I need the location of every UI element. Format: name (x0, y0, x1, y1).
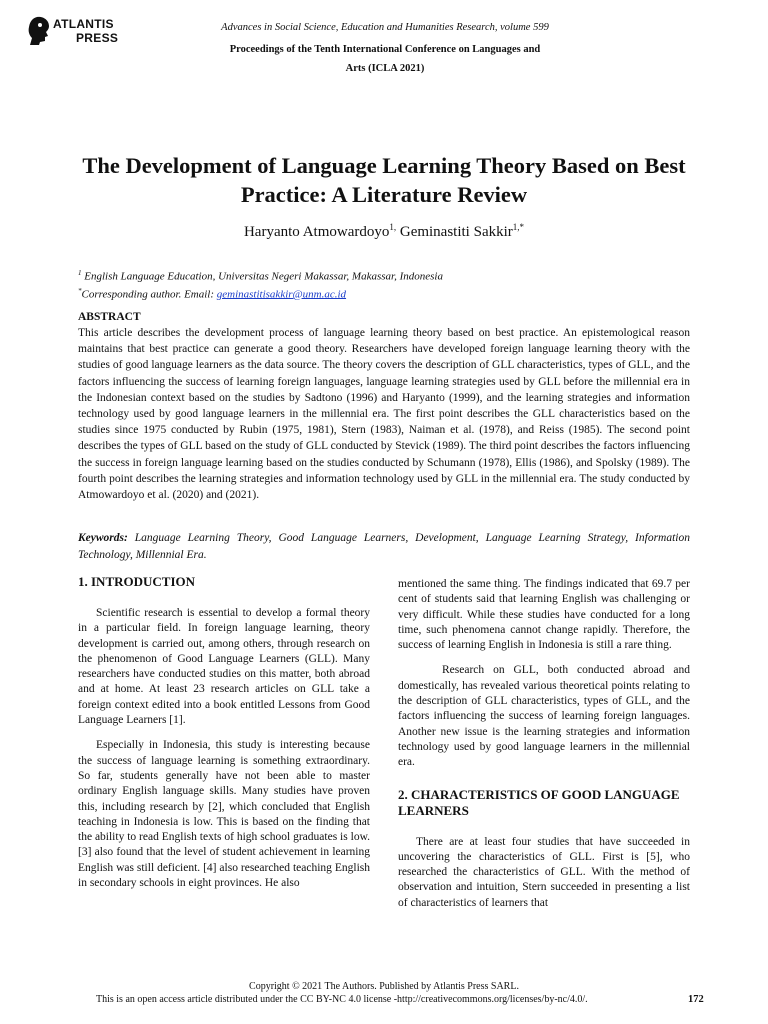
copyright-notice: Copyright © 2021 The Authors. Published by Atlantis Press SARL. (249, 981, 519, 992)
logo-text-line1: ATLANTIS (53, 17, 114, 31)
corresponding-line (78, 284, 698, 302)
affiliation-text: English Language Education, Universitas Negeri Makassar, Makassar, Indonesia (84, 270, 443, 283)
keywords-text: Language Learning Theory, Good Language Learners, Development, Language Learning Strategy, Information Technology, Millennial Era. (78, 532, 690, 561)
atlantis-press-logo (28, 14, 128, 48)
keywords-label: Keywords: (78, 532, 128, 544)
atlantis-head-icon (28, 16, 52, 46)
page-number: 172 (688, 994, 704, 1005)
section2-paragraph-1: There are at least four studies that have succeeded in uncovering the characteristics of GLL. First is [5], who researched the characteristics of GLL. With the method of observation and intuition, Stern succeeded in presenting a list of characteristics of learners that (398, 835, 690, 909)
email-link[interactable]: geminastitisakkir@unm.ac.id (216, 288, 347, 301)
author-sup: 1,* (512, 222, 525, 232)
author-sup: 1, (389, 222, 397, 232)
license-notice: This is an open access article distributed under the CC BY-NC 4.0 license -http://creativecommons.org/licenses/by-nc/4.0/. (96, 994, 588, 1005)
intro-paragraph-2: Especially in Indonesia, this study is interesting because the success of language learning is something extraordinary. So far, students generally have not been able to master ordinary English language skills. Many studies have proven this, including research by [2], which concluded that English teaching in Indonesia is low. This is based on the finding that the ability to read English texts of high school graduates is low. [3] also found that the level of student achievement in learning English was still deficient. [4] also researched teaching English in secondary schools in eight provinces. He also (78, 739, 370, 890)
paper-title: The Development of Language Learning Theory Based on Best Practice: A Literature Review (82, 153, 686, 207)
proceedings-header (180, 40, 590, 78)
affiliation-sup: 1 (78, 269, 82, 277)
proceedings-line2: Arts (ICLA 2021) (345, 63, 425, 74)
abstract-text: This article describes the development process of language learning theory based on best practice. An epistemological reason maintains that best practice can generate a good theory. Researchers have developed foreign language learning theory with the studies of good language learners as the data source. The theory covers the description of GLL characteristics, types of GLL, and the factors influencing the success of learning foreign languages, language learning strategies used by GLL before the millennial era in the Indonesian context based on the studies by Sadtono (1996) and Haryanto (1999), and the learning strategies and information technology used by good language learners in the millennial era. The first point describes the GLL characteristics based on the studies since 1975 conducted by Rubin (1975, 1981), Stern (1983), Naiman et al. (1978), and Reiss (1985). The second point describes the types of GLL based on the study of GLL conducted by Stevick (1989). The third point describes the factors influencing the success in foreign language learning based on the studies conducted by Schumann (1978), Ellis (1986), and Spolsky (1989). The fourth point describes the learning strategies and information technology used by GLL in the millennial era. The study conducted by Atmowardoyo et al. (2020) and (2021). (78, 327, 690, 502)
intro-paragraph-2-continued: mentioned the same thing. The findings indicated that 69.7 per cent of students said that learning English was challenging or very difficult. While these studies have conducted for a long time, such phenomena cannot change rapidly. Therefore, the success of learning English in Indonesia is still a rare thing. (398, 578, 690, 652)
section-heading-characteristics: 2. CHARACTERISTICS OF GOOD LANGUAGE LEARNERS (398, 786, 680, 818)
right-column (398, 577, 690, 911)
affiliation-line (78, 266, 698, 284)
proceedings-line1: Proceedings of the Tenth International Conference on Languages and (229, 44, 541, 55)
abstract-heading: ABSTRACT (78, 311, 141, 323)
affiliations (78, 266, 698, 301)
intro-paragraph-3: Research on GLL, both conducted abroad and domestically, has revealed various theoretical points relating to the description of GLL characteristics, types of GLL, and the factors influencing the success of learning foreign languages. Another new issue is the learning strategies and information technology used by good language learners in the millennial era. (398, 664, 690, 769)
author-name: Haryanto Atmowardoyo (243, 224, 390, 240)
logo-text-line2: PRESS (76, 31, 119, 45)
intro-paragraph-1: Scientific research is essential to develop a formal theory in a particular field. In foreign language learning, theory development is carried out, among others, through research on the phenomenon of Good Language Learners (GLL). Many researchers have conducted studies on this matter, both abroad and at home. At least 23 research articles on GLL take a foreign context edited into a book entitled Lessons from Good Language Learners [1]. (78, 607, 370, 727)
keywords (78, 530, 690, 564)
corresponding-sup: * (78, 286, 82, 295)
author-line (0, 222, 768, 241)
series-header: Advances in Social Science, Education and Humanities Research, volume 599 (221, 22, 549, 33)
author-name: Geminastiti Sakkir (399, 224, 513, 240)
corresponding-label: Corresponding author. Email: (81, 288, 215, 301)
left-column (78, 574, 370, 891)
section-heading-introduction: 1. INTRODUCTION (78, 574, 196, 589)
